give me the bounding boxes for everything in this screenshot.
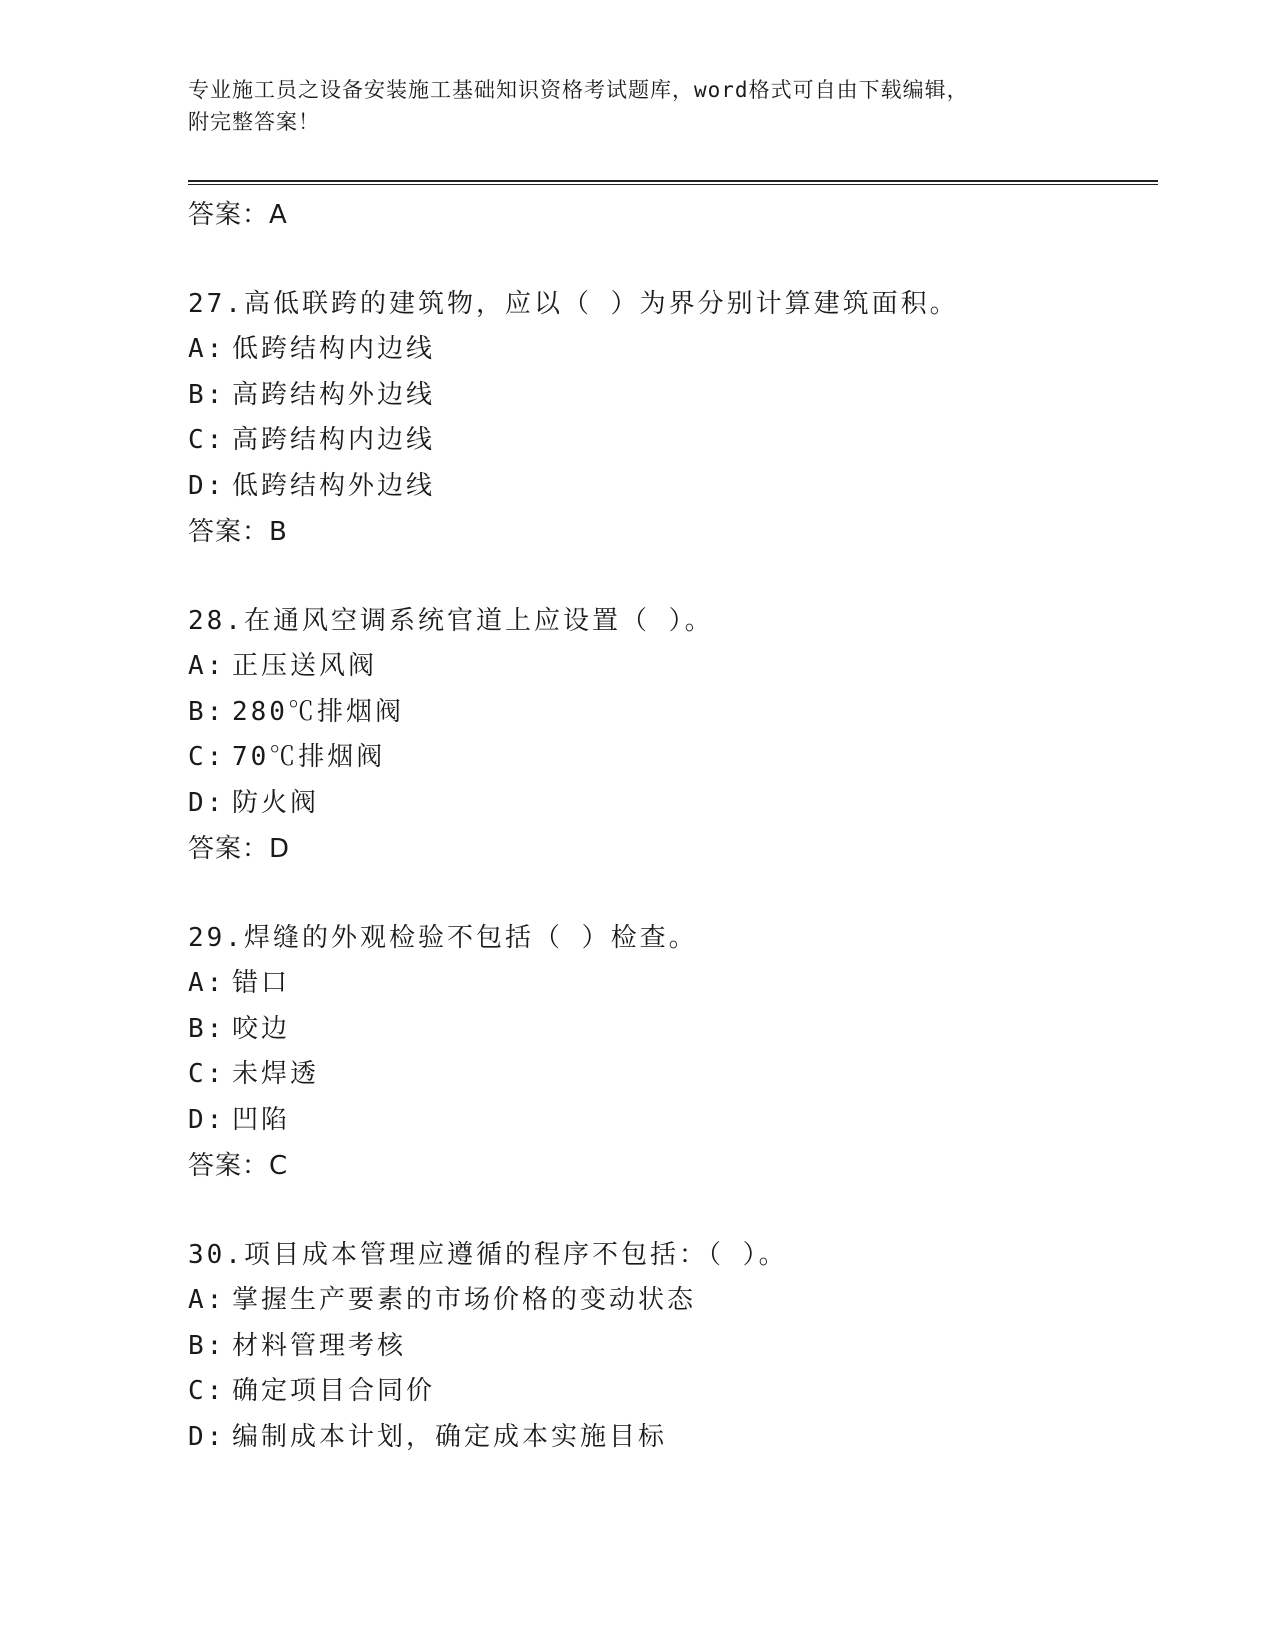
option-a [188,327,1148,373]
answer-line: 答案：D [188,834,291,864]
question-block [188,915,1148,1189]
option-letter: A: [188,651,226,681]
option-letter: B: [188,1013,226,1044]
option-text: 咬边 [232,1013,291,1044]
option-text: 280℃排烟阀 [232,696,404,727]
question-text: 28.在通风空调系统官道上应设置（ ）。 [188,606,714,636]
option-letter: C: [188,425,226,455]
option-letter: B: [188,696,226,727]
option-text: 编制成本计划，确定成本实施目标 [232,1421,668,1452]
option-letter: A: [188,1285,226,1315]
option-text: 低跨结构外边线 [232,470,436,501]
question-text: 29.焊缝的外观检验不包括（ ）检查。 [188,923,698,953]
option-b [188,373,1148,419]
option-c [188,1052,1148,1098]
question-block [188,598,1148,872]
option-letter: A: [188,968,226,998]
question-gap [188,555,1148,598]
header-divider [188,180,1158,185]
option-letter: C: [188,1376,226,1406]
option-d [188,464,1148,510]
document-header [188,74,1088,138]
option-text: 材料管理考核 [232,1330,407,1361]
option-letter: B: [188,379,226,410]
option-text: 未焊透 [232,1059,320,1089]
option-b [188,1007,1148,1053]
question-block [188,281,1148,555]
option-letter: D: [188,1421,226,1452]
option-letter: C: [188,742,226,772]
answer-line: 答案：B [188,517,288,547]
option-letter: C: [188,1059,226,1089]
option-text: 70℃排烟阀 [232,742,386,772]
option-text: 高跨结构内边线 [232,425,436,455]
option-d [188,1098,1148,1144]
option-letter: D: [188,1104,226,1135]
question-gap [188,238,1148,281]
option-c [188,418,1148,464]
option-text: 低跨结构内边线 [232,334,436,364]
question-gap [188,1189,1148,1232]
option-letter: B: [188,1330,226,1361]
option-b [188,1324,1148,1370]
question-text: 27.高低联跨的建筑物，应以（ ）为界分别计算建筑面积。 [188,289,959,319]
option-b [188,690,1148,736]
answer-line: 答案：C [188,1151,289,1181]
option-text: 高跨结构外边线 [232,379,436,410]
answer-line: 答案：A [188,200,288,230]
question-gap [188,872,1148,915]
option-c [188,1369,1148,1415]
option-text: 掌握生产要素的市场价格的变动状态 [232,1285,697,1315]
option-d [188,1415,1148,1461]
option-text: 防火阀 [232,787,320,818]
option-a [188,961,1148,1007]
option-letter: D: [188,787,226,818]
header-line-2: 附完整答案！ [188,110,320,134]
option-c [188,735,1148,781]
question-block [188,1232,1148,1460]
option-text: 正压送风阀 [232,651,378,681]
option-letter: D: [188,470,226,501]
header-line-1: 专业施工员之设备安装施工基础知识资格考试题库，word格式可自由下载编辑， [188,78,969,102]
option-a [188,644,1148,690]
question-list [188,192,1148,1460]
option-d [188,781,1148,827]
option-text: 凹陷 [232,1104,291,1135]
question-text: 30.项目成本管理应遵循的程序不包括：（ ）。 [188,1240,788,1270]
option-text: 确定项目合同价 [232,1376,436,1406]
option-text: 错口 [232,968,291,998]
option-letter: A: [188,334,226,364]
option-a [188,1278,1148,1324]
